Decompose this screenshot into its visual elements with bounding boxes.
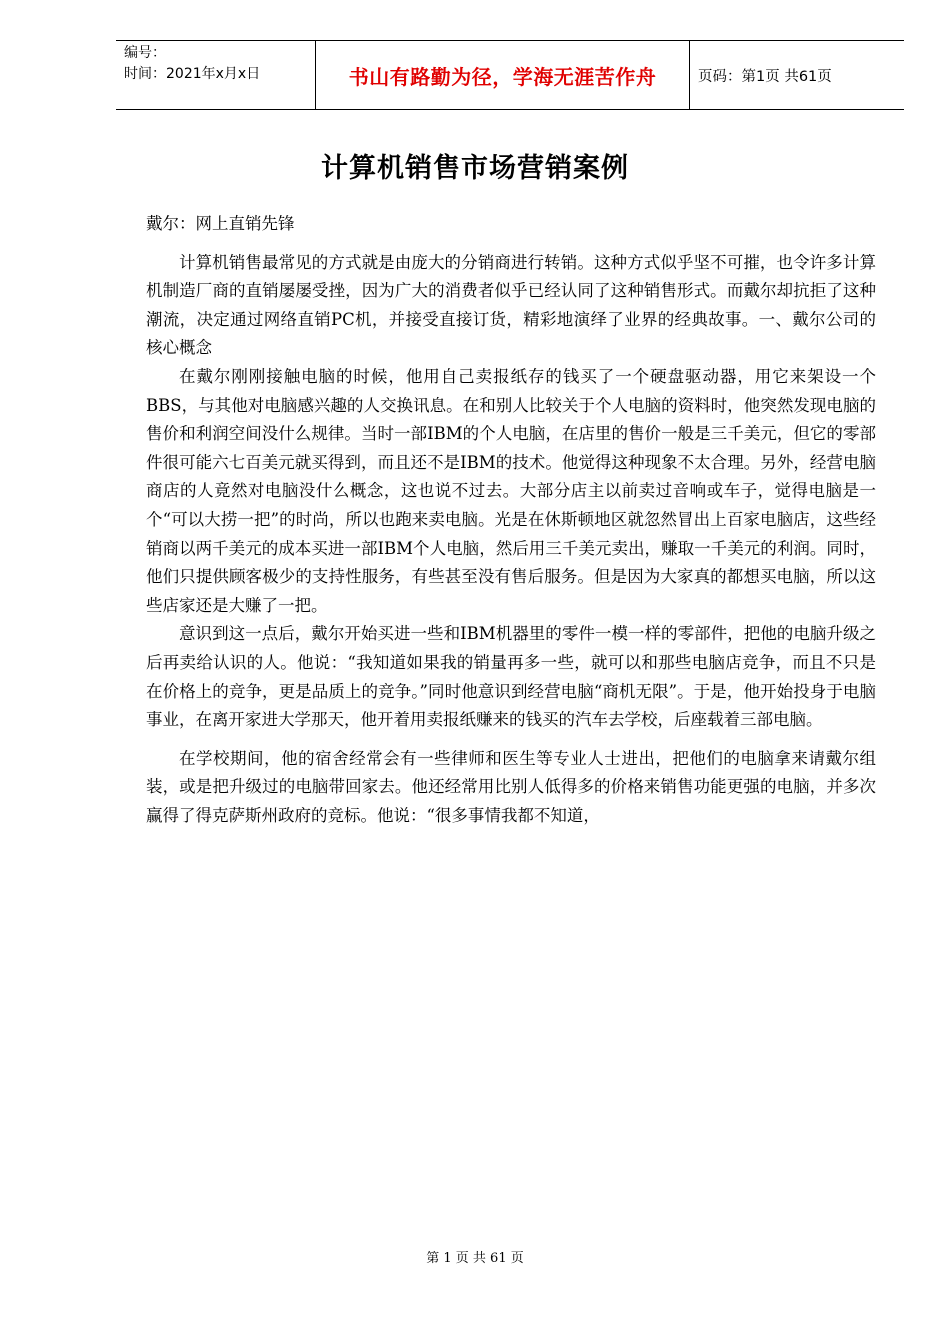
paragraph: 在戴尔刚刚接触电脑的时候，他用自己卖报纸存的钱买了一个硬盘驱动器，用它来架设一个BBS，与其他对电脑感兴趣的人交换讯息。在和别人比较关于个人电脑的资料时，他突然发现电脑的售价和利润空间没什么规律。当时一部IBM的个人电脑，在店里的售价一般是三千美元，但它的零部件很可能六七百美元就买得到，而且还不是IBM的技术。他觉得这种现象不太合理。另外，经营电脑商店的人竟然对电脑没什么概念，这也说不过去。大部分店主以前卖过音响或车子，觉得电脑是一个“可以大捞一把”的时尚，所以也跑来卖电脑。光是在休斯顿地区就忽然冒出上百家电脑店，这些经销商以两千美元的成本买进一部IBM个人电脑，然后用三千美元卖出，赚取一千美元的利润。同时，他们只提供顾客极少的支持性服务，有些甚至没有售后服务。但是因为大家真的都想买电脑，所以这些店家还是大赚了一把。 bbox=[146, 366, 876, 615]
paragraph: 计算机销售最常见的方式就是由庞大的分销商进行转销。这种方式似乎坚不可摧，也令许多计算机制造厂商的直销屡屡受挫，因为广大的消费者似乎已经认同了这种销售形式。而戴尔却抗拒了这种潮流，决定通过网络直销PC机，并接受直接订货，精彩地演绎了业界的经典故事。一、戴尔公司的核心概念 bbox=[146, 252, 876, 358]
page-footer: 第 1 页 共 61 页 bbox=[426, 1251, 524, 1266]
document-body bbox=[146, 210, 876, 830]
serial-label: 编号： bbox=[124, 45, 166, 61]
header-page-info: 页码：第1页 共61页 bbox=[698, 68, 832, 85]
document-header bbox=[116, 40, 904, 110]
header-page-info-cell bbox=[690, 41, 904, 109]
date-label: 时间：2021年x月x日 bbox=[124, 66, 261, 82]
document-title: 计算机销售市场营销案例 bbox=[321, 153, 629, 184]
header-meta bbox=[116, 41, 316, 109]
header-motto: 书山有路勤为径，学海无涯苦作舟 bbox=[348, 64, 657, 89]
header-motto-cell bbox=[316, 41, 690, 109]
paragraph: 在学校期间，他的宿舍经常会有一些律师和医生等专业人士进出，把他们的电脑拿来请戴尔组装，或是把升级过的电脑带回家去。他还经常用比别人低得多的价格来销售功能更强的电脑，并多次赢得了得克萨斯州政府的竞标。他说：“很多事情我都不知道， bbox=[146, 748, 876, 825]
document-subtitle: 戴尔：网上直销先锋 bbox=[146, 214, 295, 233]
paragraph: 意识到这一点后，戴尔开始买进一些和IBM机器里的零件一模一样的零部件，把他的电脑升级之后再卖给认识的人。他说：“我知道如果我的销量再多一些，就可以和那些电脑店竞争，而且不只是在价格上的竞争，更是品质上的竞争。”同时他意识到经营电脑“商机无限”。于是，他开始投身于电脑事业，在离开家进大学那天，他开着用卖报纸赚来的钱买的汽车去学校，后座载着三部电脑。 bbox=[146, 624, 876, 730]
